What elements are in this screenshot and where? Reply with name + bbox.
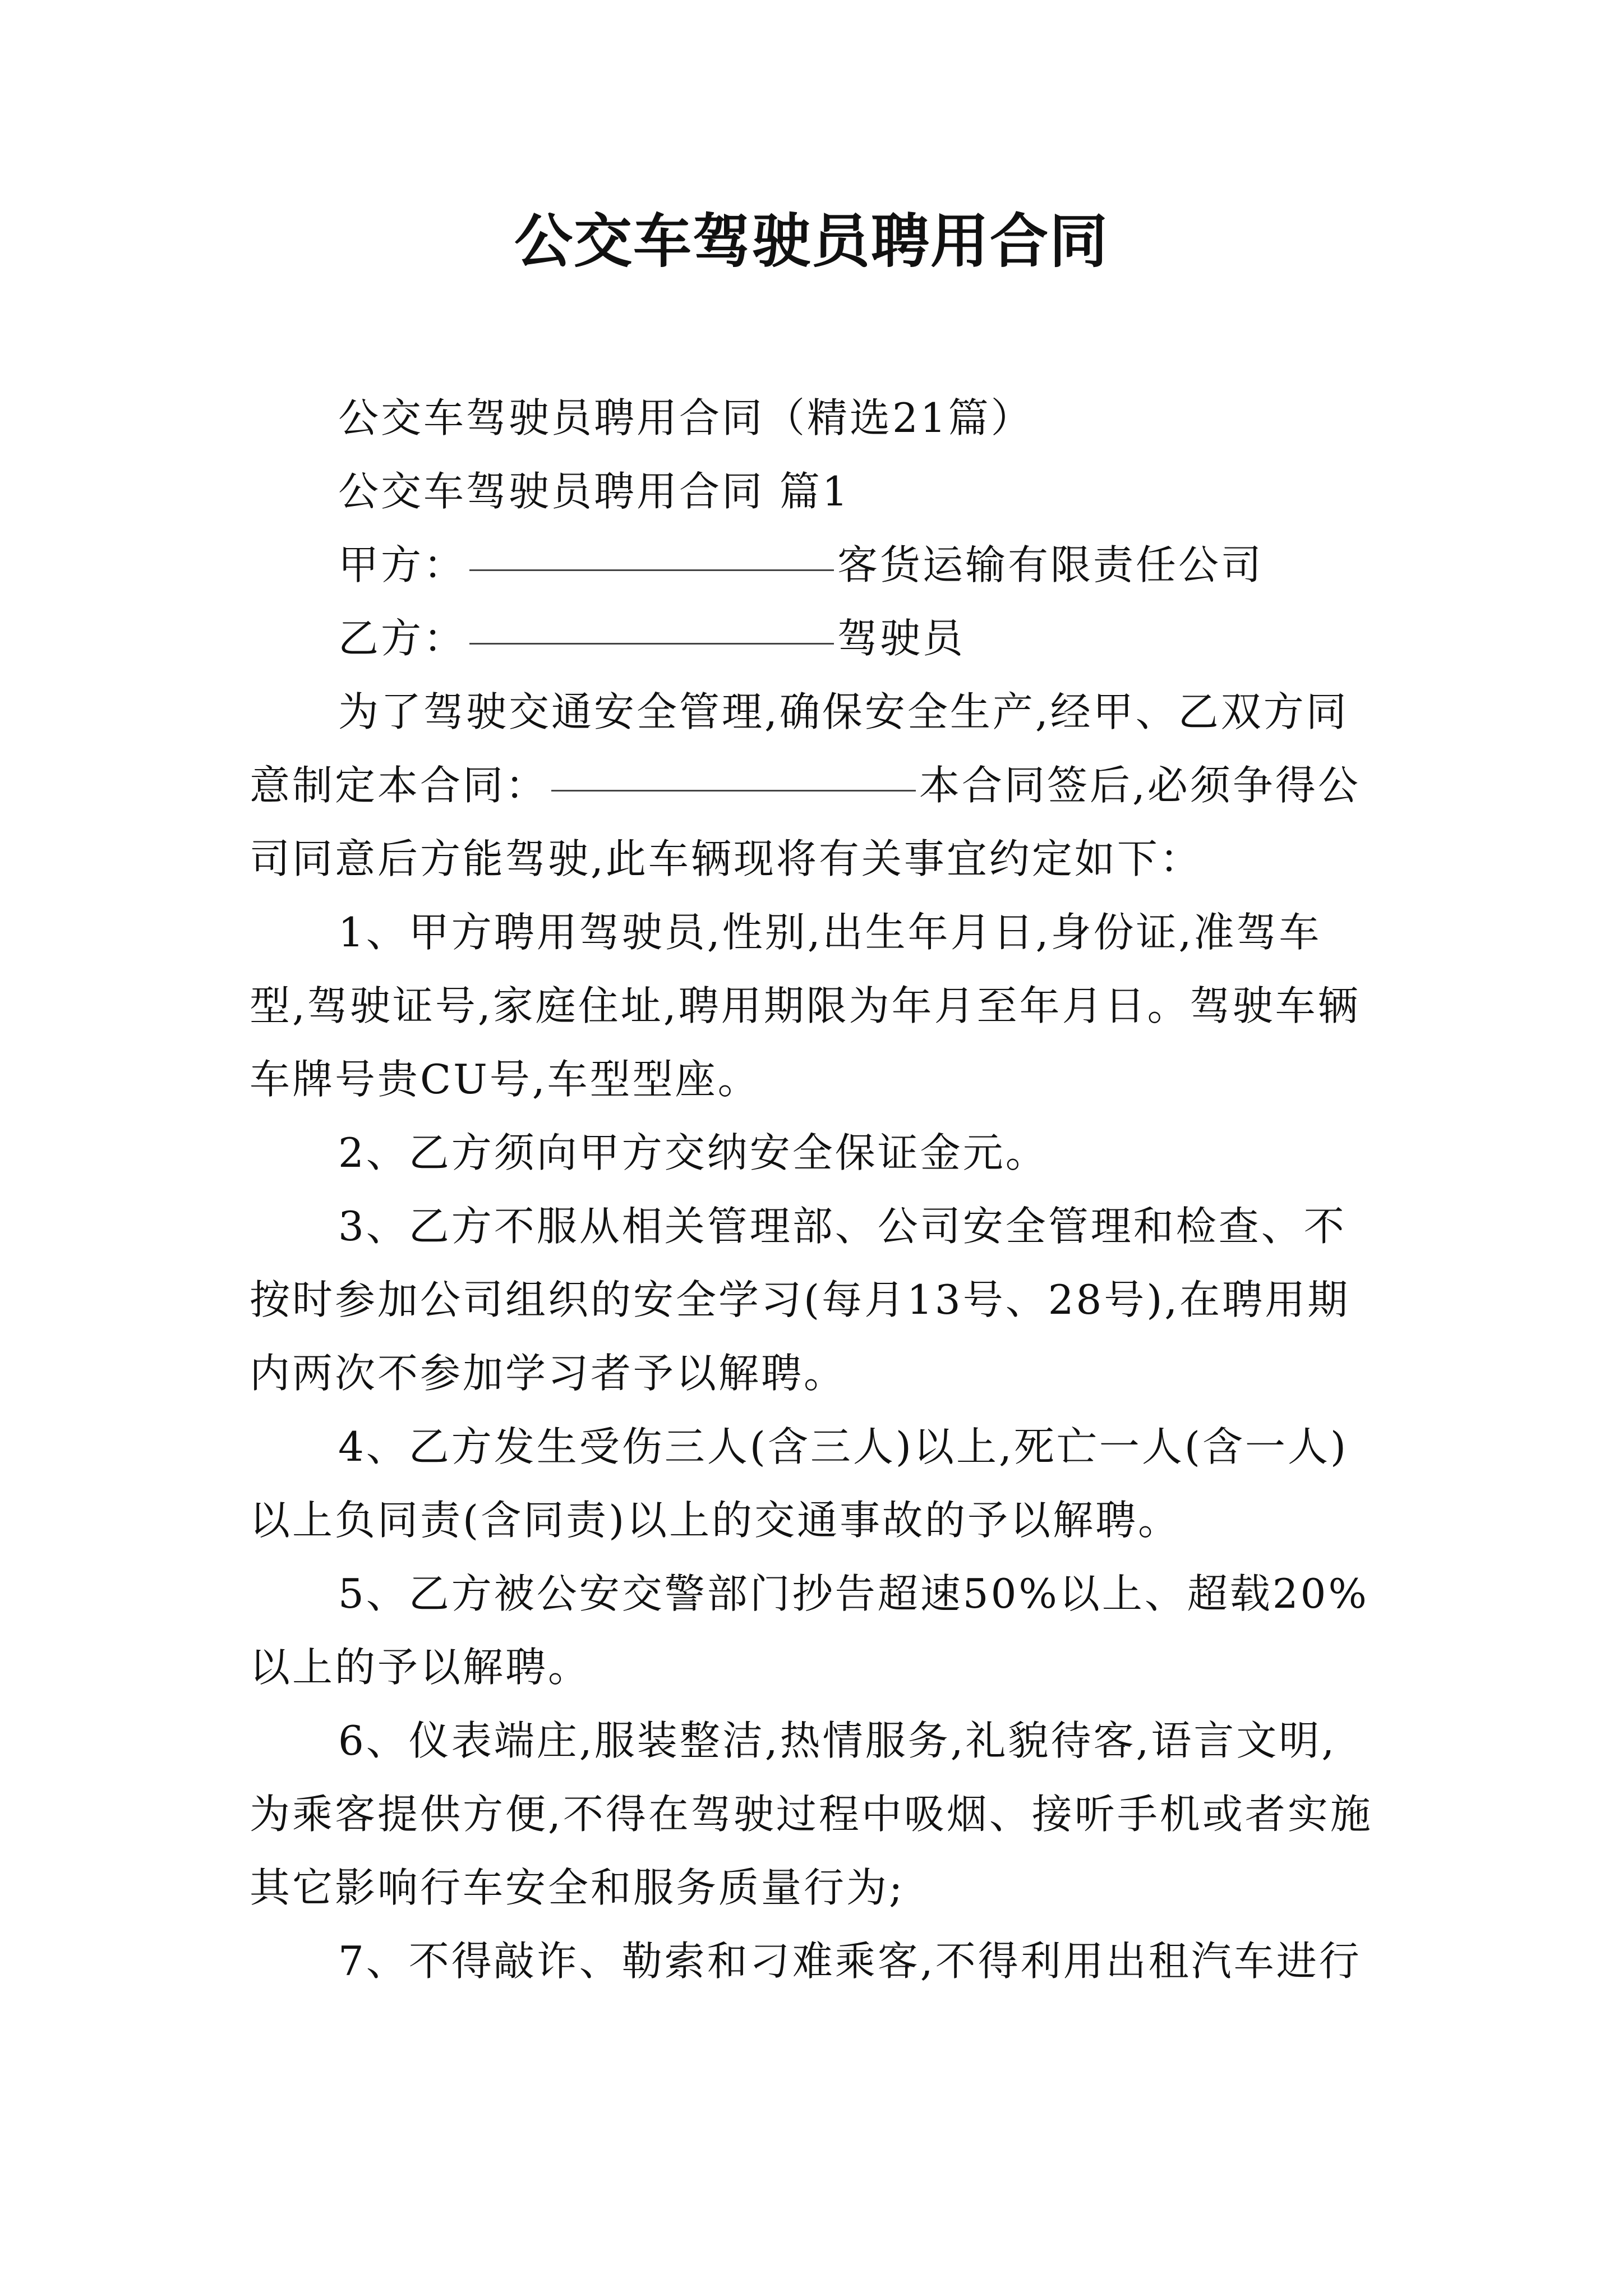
- clause-3: 3、乙方不服从相关管理部、公司安全管理和检查、不按时参加公司组织的安全学习(每月13号、28号),在聘用期内两次不参加学习者予以解聘。: [250, 1203, 1350, 1397]
- party-b-line: [250, 602, 1377, 675]
- intro-blank: [551, 788, 916, 792]
- document-body: [250, 381, 1377, 1998]
- subtitle: 公交车驾驶员聘用合同（精选21篇）: [338, 394, 1034, 441]
- party-a-line: [250, 528, 1377, 602]
- clause-6: 6、仪表端庄,服装整洁,热情服务,礼貌待客,语言文明,为乘客提供方便,不得在驾驶过程中吸烟、接听手机或者实施其它影响行车安全和服务质量行为;: [250, 1717, 1373, 1911]
- party-b-label: 乙方：: [338, 615, 467, 662]
- intro-part2: 本合同签后,必须争得公司同意后方能驾驶,此车辆现将有关事宜约定如下：: [250, 762, 1361, 882]
- clause-7: 7、不得敲诈、勒索和刁难乘客,不得利用出租汽车进行: [338, 1938, 1362, 1985]
- party-a-blank: [469, 567, 834, 571]
- document-title: 公交车驾驶员聘用合同: [514, 206, 1109, 275]
- clause-5: 5、乙方被公安交警部门抄告超速50%以上、超载20%以上的予以解聘。: [250, 1570, 1369, 1691]
- party-a-label: 甲方：: [338, 541, 467, 588]
- clause-4: 4、乙方发生受伤三人(含三人)以上,死亡一人(含一人)以上负同责(含同责)以上的交通事故的予以解聘。: [250, 1423, 1349, 1544]
- party-a-suffix: 客货运输有限责任公司: [837, 541, 1264, 588]
- intro-part1: 为了驾驶交通安全管理,确保安全生产,经甲、乙双方同意制定本合同：: [250, 688, 1349, 809]
- party-b-blank: [469, 641, 834, 645]
- intro-paragraph: [250, 675, 1377, 896]
- party-b-suffix: 驾驶员: [837, 615, 966, 662]
- clause-1: 1、甲方聘用驾驶员,性别,出生年月日,身份证,准驾车型,驾驶证号,家庭住址,聘用期限为年月至年月日。驾驶车辆车牌号贵CU号,车型型座。: [250, 909, 1361, 1103]
- section-heading: 公交车驾驶员聘用合同 篇1: [338, 468, 850, 515]
- clause-2: 2、乙方须向甲方交纳安全保证金元。: [338, 1129, 1048, 1176]
